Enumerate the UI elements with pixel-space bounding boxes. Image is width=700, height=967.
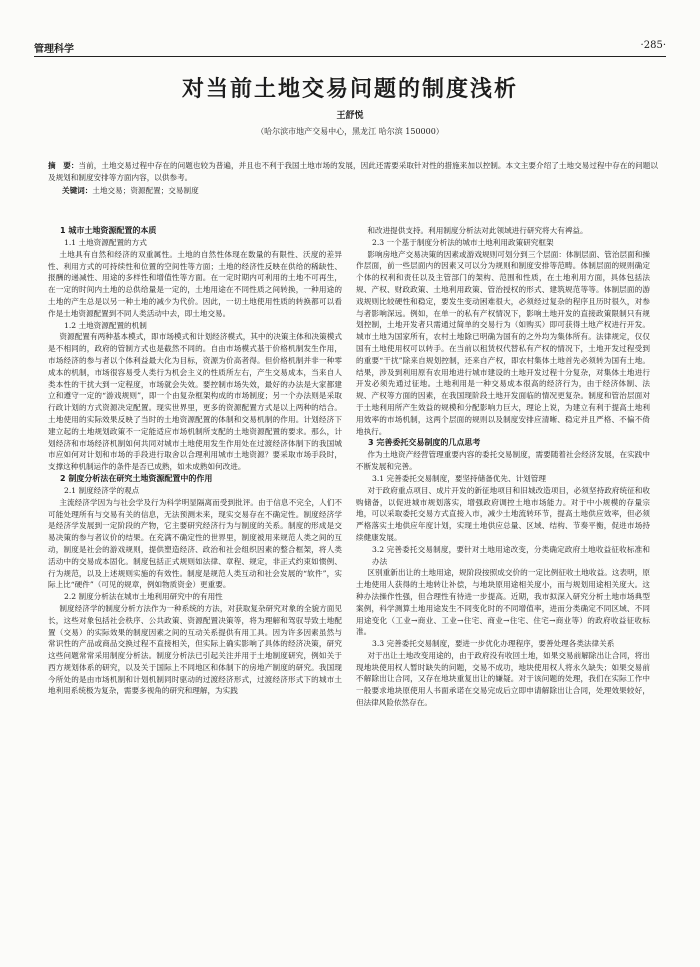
- author-name: 王舒悦: [336, 111, 364, 121]
- subsection-heading: 1.1 土地资源配置的方式: [64, 238, 147, 247]
- section-heading: 1 城市土地资源配置的本质: [60, 226, 157, 235]
- body-paragraph: 影响房地产交易决策的因素或游戏规则可划分到三个层面：体制层面、管治层面和操作层面，前一些层面内的因素又可以分为规则和制度安排等范畴。体制层面的规则确定个体的权利和责任以及主管部门的架构、范围和性质，在土地利用方面，具体包括法规、产权、财政政策、土地利用政策、管治授权的形式、建筑规范等等。体制层面的游戏规则比较硬性和稳定，要发生变动困难很大，必须经过复杂的程序且历时很久，对参与者影响深远。例如，在单一的私有产权情况下，影响土地开发的直接政策限制只有规划控制，土地开发者只需通过简单的交易行为（如购买）即可获得土地产权进行开发。城市土地为国家所有，农村土地除已明确为国有的之外均为集体所有。法律规定，仅仅国有土地使用权可以转手。在当前以租赁权代替私有产权的情况下，土地开发过程受到的重要“干扰”除来自规划控制，还来自产权，即农村集体土地首先必须转为国有土地。结果，涉及到利用原有农用地进行城市建设的土地开发过程十分复杂，对集体土地进行开发必须先通过征地。土地利用是一种交易成本很高的经济行为，由于经济体制、法规、产权等方面的因素，在我国现阶段土地开发面临的情况更复杂。制度和管治层面对于土地利用所产生效益的规模和分配影响力巨大，理论上说，为建立有利于提高土地利用效率的市场机制，这两个层面的规则以及制度安排应清晰、稳定并且严格、不偏不倚地执行。: [356, 249, 650, 436]
- body-paragraph: 对于出让土地改变用途的，由于政府没有收回土地，如果交易前解除出让合同，将出现地块使用权人暂时缺失的问题，交易不成功，地块使用权人将永久缺失；如果交易前不解除出让合同，又存在地块重复出让的嫌疑。对于该问题的处理，我们在实际工作中一般要求地块原使用人书面承诺在交易完成后立即申请解除出让合同，处理效果较好，但法律风险依然存在。: [356, 650, 650, 708]
- body-paragraph: 和改进提供支持。利用制度分析法对此领域进行研究将大有裨益。: [367, 226, 588, 235]
- body-paragraph: 区别重新出让的土地用途，规阶段按照成交价的一定比例征收土地收益。这表明，原土地使用人获得的土地转让补偿，与地块原用途相关度小，而与规划用途相关度大。这种办法操作性强，但合理性有待进一步提高。近期，我市拟深入研究分析土地市场典型案例，科学测算土地用途发生不同变化时的不同增值率，进而分类确定不同区域、不同用途变化（工业→商业、工业→住宅、商业→住宅、住宅→商业等）的政府收益征收标准。: [356, 568, 650, 637]
- subsection-heading: 3.3 完善委托交易制度，要进一步优化办理程序，要善处理各类法律关系: [372, 639, 615, 649]
- journal-name: 管理科学: [34, 44, 74, 55]
- running-header: [34, 40, 666, 57]
- abstract-label: 摘 要：: [48, 161, 79, 170]
- section-heading: 3 完善委托交易制度的几点思考: [368, 438, 481, 448]
- subsection-heading: 2.2 制度分析法在城市土地利用研究中的有用性: [64, 592, 223, 602]
- section-heading: 2 制度分析法在研究土地资源配置中的作用: [60, 473, 213, 483]
- author-affiliation: （哈尔滨市地产交易中心，黑龙江 哈尔滨 150000）: [256, 127, 444, 136]
- page-number: ·285·: [640, 40, 666, 51]
- body-paragraph: 主流经济学因为与社会学及行为科学明显隔离而受到批评。由于信息不完全，人们不可能处理所有与交易有关的信息，无法预测未来，现实交易存在不确定性。制度经济学是经济学发展到一定阶段的产物，它主要研究经济行为与制度的关系。制度的形成是交易决策的参与者议价的结果。在充满不确定性的世界里，制度被用来规范人类之间的互动，制度是社会的游戏规则，提供塑造经济、政治和社会组织因素的整合框架，将人类活动中的交易成本固化。制度包括正式规则如法律、章程、规定，非正式约束如惯例、行为规范，以及上述规则实施的有效性。制度是规范人类互动和社会发展的“软件”，实际上比“硬件”（可见的规章，例如物质资金）更重要。: [48, 497, 342, 590]
- keywords: [62, 185, 652, 197]
- left-column: [48, 225, 342, 945]
- subsection-heading: 2.1 制度经济学的观点: [64, 485, 140, 495]
- body-paragraph: 资源配置有两种基本模式，即市场模式和计划经济模式，其中的决策主体和决策模式是不相同的，政府的管制方式也是截然不同的。自由市场模式基于价格机制发生作用，市场经济的参与者以个体利益最大化为目标，资源为价高者得。但价格机制并非一种零成本的机制，市场很容易受人类行为机会主义的性质所左右，产生交易成本，当来自人类本性的干扰大到一定程度，市场就会失效。要控制市场失效，最好的办法是大家都建立和遵守一定的“游戏规则”，即一个由复杂框架构成的市场制度；另一个办法则是采取行政计划的方式资源决定配置。现实世界里，更多的资源配置方式是以上两种的结合。土地使用的实际效果反映了当时的土地资源配置的体制和交易机制的作用。计划经济下建立起的土地规划政策不一定能适应市场机制所支配的土地资源配置的要求。那么，计划经济和市场经济机制如何共同对城市土地使用发生作用处在过渡经济体制下的我国城市应如何对计划和市场的手段进行取舍以合理利用城市土地资源？要采取市场手段时，支撑这种机制运作的条件是否已成熟，如未成熟如何改进。: [48, 332, 342, 472]
- subsection-heading: 1.2 土地资源配置的机制: [64, 320, 147, 330]
- subsection-heading: 3.1 完善委托交易制度，要坚持储备优先、计划管理: [372, 473, 546, 483]
- body-paragraph: 作为土地资产经营管理重要内容的委托交易制度，需要随着社会经济发展，在实践中不断发展和完善。: [356, 450, 650, 472]
- subsection-heading: 3.2 完善委托交易制度，要针对土地用途改变，分类确定政府土地收益征收标准和办法: [372, 544, 650, 566]
- body-paragraph: 制度经济学的制度分析方法作为一种系统的方法，对获取复杂研究对象的全貌方面见长，这些对象包括社会秩序、公共政策、资源配置决策等，将为理解和驾驭导致土地配置（交易）的实际效果的制度因素之间的互动关系提供有用工具。因为许多因素虽然与常识性的产品或商品交换过程不直接相关，但实际上确实影响了具体的经济决策，研究这些问题常常采用制度分析法。制度分析法已引起关注并用于土地制度研究，例如关于西方规划体系的研究，以及关于国际上不同地区和体制下的房地产制度的研究。我国现今所处的是由市场机制和计划机制同时驱动的过渡经济形式，过渡经济形式下的城市土地利用系统极为复杂，需要多视角的研究和理解，为实践: [48, 603, 342, 696]
- subsection-heading: 2.3 一个基于制度分析法的城市土地利用政策研究框架: [372, 237, 554, 247]
- abstract: [48, 160, 658, 184]
- body-paragraph: 土地具有自然和经济的双重属性。土地的自然性体现在数量的有限性、沃度的差异性、利用方式的可持续性和位置的空间性等方面；土地的经济性反映在供给的稀缺性、报酬的递减性、用途的多样性和增值性等方面。在一定时期内可利用的土地不可再生，在一定的时间内土地的总供给量是一定的，土地用途在不同性质之间转换，一种用途的土地的产生总是以另一种土地的减少为代价。因此，一切土地使用性质的转换都可以看作是土地资源配置到不同人类活动中去，即土地交易。: [48, 249, 342, 318]
- keywords-text: 土地交易；资源配置；交易制度: [92, 186, 199, 195]
- keywords-label: 关键词：: [62, 186, 93, 195]
- body-paragraph: 对于政府重点项目、成片开发的新征地项目和旧城改造项目，必须坚持政府统征和收购储备，以促进城市规划落实，增强政府调控土地市场能力。对于中小规模的存量宗地，可以采取委托交易方式直接入市，减少土地流转环节，提高土地供应效率，但必须严格落实土地供应年度计划，实现土地供应总量、区域、结构、节奏平衡，促进市场持续健康发展。: [356, 485, 650, 542]
- right-column: [356, 225, 650, 945]
- article-title: 对当前土地交易问题的制度浅析: [181, 77, 518, 102]
- abstract-text: 当前，土地交易过程中存在的问题也较为普遍，并且也不利于我国土地市场的发展，因此还需要采取针对性的措施来加以控制。本文主要介绍了土地交易过程中存在的问题以及规划和制度安排等方面内容，以供参考。: [48, 161, 659, 182]
